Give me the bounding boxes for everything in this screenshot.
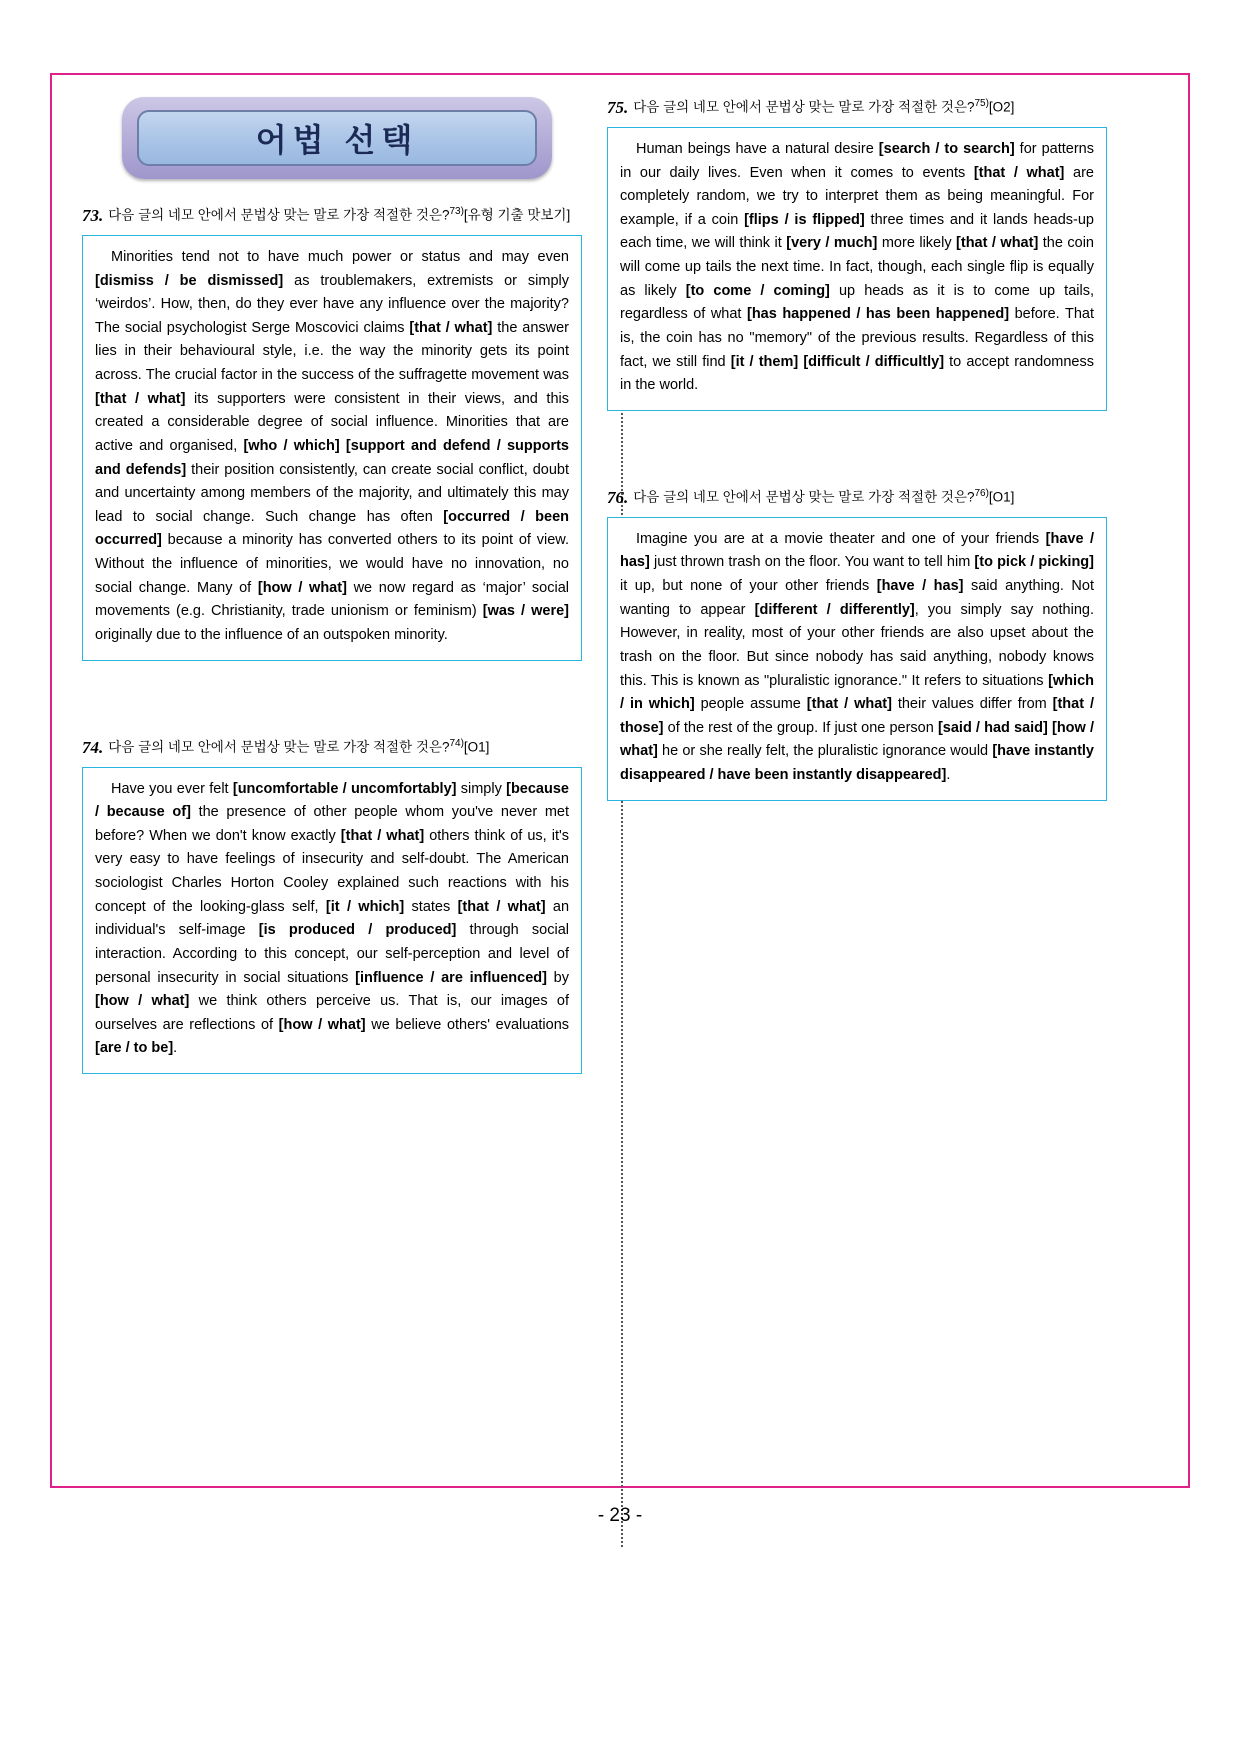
choice-bracket: [have / has]: [620, 530, 1095, 571]
passage-text: because a minority has converted others to its point of view. Without the influence of minorities, we would have no innovation, no social change. Many of: [95, 532, 569, 596]
choice-bracket: [have instantly disappeared / have been instantly disappeared]: [620, 743, 1094, 783]
passage-text: the answer lies in their behavioural style, i.e. the way the minority gets its point across. The crucial factor in the success of the suffragette movement was: [95, 319, 569, 384]
passage-text: through social interaction. According to this concept, our self-perception and level of personal insecurity in social situations: [95, 922, 570, 986]
choice-bracket: [which / in which]: [620, 672, 1094, 713]
choice-bracket: [said / had said]: [937, 719, 1048, 736]
passage-76: [607, 517, 1107, 801]
passage-text: Imagine you are at a movie theater and one of your friends: [636, 530, 1046, 547]
question-sup-75: 75): [974, 98, 989, 109]
choice-bracket: [that / what]: [340, 827, 425, 844]
passage-text: people assume: [694, 696, 807, 713]
passage-text: just thrown trash on the floor. You want to tell him: [649, 554, 975, 571]
choice-bracket: [support and defend / supports and defends]: [95, 437, 569, 478]
question-number-76: 76.: [607, 487, 629, 507]
question-tag-73: [유형 기출 맛보기]: [463, 207, 571, 223]
passage-text: three times and it lands heads-up each time, we will think it: [620, 211, 1094, 252]
passage-text: as troublemakers, extremists or simply ‘weirdos’. How, then, do they ever have any influence over the majority? The social psychologist Serge Moscovici claims: [95, 272, 569, 336]
choice-bracket: [very / much]: [786, 235, 878, 252]
right-column: [607, 75, 1107, 801]
choice-bracket: [how / what]: [257, 579, 347, 596]
question-head-75: [607, 97, 1107, 120]
passage-73: [82, 235, 582, 661]
passage-text: it up, but none of your other friends: [620, 578, 877, 594]
choice-bracket: [how / what]: [95, 993, 190, 1010]
spacer: [607, 411, 1107, 461]
choice-bracket: [search / to search]: [878, 140, 1015, 157]
choice-bracket: [difficult / difficultly]: [803, 353, 945, 370]
passage-text: we now regard as ‘major’ social movements (e.g. Christianity, trade unionism or feminism): [95, 579, 570, 620]
question-head-74: [82, 737, 582, 760]
choice-bracket: [that / what]: [409, 319, 493, 336]
choice-bracket: [because / because of]: [95, 780, 569, 821]
passage-text: by: [546, 969, 569, 986]
question-number-74: 74.: [82, 737, 104, 757]
question-prompt-75: 다음 글의 네모 안에서 문법상 맞는 말로 가장 적절한 것은?$^{75)}$[O2]: [633, 98, 1015, 115]
passage-text: he or she really felt, the pluralistic ignorance would: [657, 743, 993, 760]
question-sup-76: 76): [974, 487, 989, 499]
choice-bracket: [how / what]: [620, 719, 1094, 760]
passage-text: Minorities tend not to have much power or status and may even: [111, 248, 569, 265]
question-sup-74: 74): [449, 737, 464, 749]
passage-text: the coin will come up tails the next time. In fact, though, each single flip is equally as likely: [620, 235, 1094, 299]
choice-bracket: [who / which]: [243, 437, 340, 454]
question-tag-75: [O2]: [988, 99, 1015, 115]
question-sup-73: 73): [449, 206, 464, 217]
title-banner: [122, 97, 552, 179]
spacer: [82, 661, 582, 711]
passage-text: Have you ever felt: [111, 780, 233, 797]
choice-bracket: [have / has]: [876, 578, 964, 594]
passage-text: its supporters were consistent in their views, and this created a considerable degree of social influence. Minorities that are active and organised,: [95, 390, 569, 454]
passage-text: their values differ from: [891, 696, 1053, 713]
question-head-73: [82, 205, 582, 228]
passage-text: before. That is, the coin has no "memory" of the previous results. Regardless of this fact, we still find: [620, 306, 1094, 370]
choice-bracket: [are / to be]: [95, 1040, 174, 1057]
choice-bracket: [influence / are influenced]: [355, 969, 547, 986]
choice-bracket: [that / those]: [620, 696, 1094, 736]
passage-text: the presence of other people whom you've never met before? When we don't know exactly: [95, 804, 569, 844]
passage-text: others think of us, it's very easy to have feelings of insecurity and self-doubt. The American sociologist Charles Horton Cooley explained such reactions with his concept of the looking-glass self,: [95, 827, 569, 915]
choice-bracket: [it / which]: [325, 898, 405, 915]
choice-bracket: [to come / coming]: [685, 282, 830, 299]
question-prompt-74: 다음 글의 네모 안에서 문법상 맞는 말로 가장 적절한 것은?$^{74)}$[O1]: [108, 737, 490, 755]
choice-bracket: [to pick / picking]: [974, 554, 1094, 571]
choice-bracket: [uncomfortable / uncomfortably]: [232, 780, 457, 797]
passage-text: .: [946, 767, 951, 783]
choice-bracket: [was / were]: [482, 603, 570, 620]
passage-text: .: [173, 1040, 178, 1057]
passage-text: of the rest of the group. If just one person: [663, 719, 938, 736]
worksheet-page: [50, 73, 1190, 1488]
question-number-73: 73.: [82, 206, 104, 225]
choice-bracket: [that / what]: [457, 898, 546, 915]
choice-bracket: [it / them]: [730, 353, 799, 370]
question-number-75: 75.: [607, 98, 629, 117]
choice-bracket: [occurred / been occurred]: [95, 508, 569, 549]
question-prompt-76: 다음 글의 네모 안에서 문법상 맞는 말로 가장 적절한 것은?$^{76)}$[O1]: [633, 487, 1015, 505]
passage-text: simply: [456, 780, 507, 797]
passage-text: are completely random, we try to interpret them as being meaningful. For example, if a coin: [620, 164, 1094, 228]
choice-bracket: [flips / is flipped]: [744, 211, 865, 228]
question-prompt-73: 다음 글의 네모 안에서 문법상 맞는 말로 가장 적절한 것은?$^{73)}$[유형 기출 맛보기]: [108, 206, 571, 223]
passage-text: we believe others' evaluations: [365, 1016, 570, 1033]
left-column: [82, 75, 582, 1074]
passage-text: we think others perceive us. That is, our images of ourselves are reflections of: [95, 993, 569, 1033]
choice-bracket: [dismiss / be dismissed]: [95, 272, 284, 289]
choice-bracket: [that / what]: [95, 390, 186, 407]
passage-text: Human beings have a natural desire: [636, 140, 879, 157]
choice-bracket: [that / what]: [956, 235, 1039, 252]
title-banner-inner: [137, 110, 537, 166]
passage-text: , you simply say nothing. However, in reality, most of your other friends are also upset about the trash on the floor. But since nobody has said anything, nobody knows this. This is known as "pluralistic ignorance." It refers to situations: [620, 601, 1094, 689]
choice-bracket: [that / what]: [973, 164, 1065, 181]
passage-text: their position consistently, can create social conflict, doubt and uncertainty among members of the majority, and ultimately this may lead to social change. Such change has often: [95, 461, 569, 525]
choice-bracket: [is produced / produced]: [258, 922, 457, 939]
question-tag-76: [O1]: [988, 489, 1015, 505]
passage-74: [82, 767, 582, 1075]
passage-text: said anything. Not wanting to appear: [620, 578, 1094, 618]
passage-75: [607, 127, 1107, 411]
choice-bracket: [different / differently]: [754, 601, 915, 618]
question-head-76: [607, 487, 1107, 510]
passage-text: more likely: [877, 235, 957, 252]
page-title: 어법 선택: [255, 122, 419, 158]
passage-text: up heads as it is to come up tails, regardless of what: [620, 282, 1094, 323]
page-footer: - 23 -: [597, 1505, 643, 1526]
passage-text: for patterns in our daily lives. Even when it comes to events: [620, 140, 1094, 181]
passage-text: to accept randomness in the world.: [620, 353, 1094, 394]
question-tag-74: [O1]: [463, 739, 490, 755]
choice-bracket: [that / what]: [806, 696, 892, 713]
passage-text: an individual's self-image: [95, 898, 570, 939]
choice-bracket: [how / what]: [278, 1016, 366, 1033]
choice-bracket: [has happened / has been happened]: [746, 306, 1010, 323]
passage-text: states: [404, 898, 458, 915]
passage-text: originally due to the influence of an outspoken minority.: [95, 626, 448, 643]
